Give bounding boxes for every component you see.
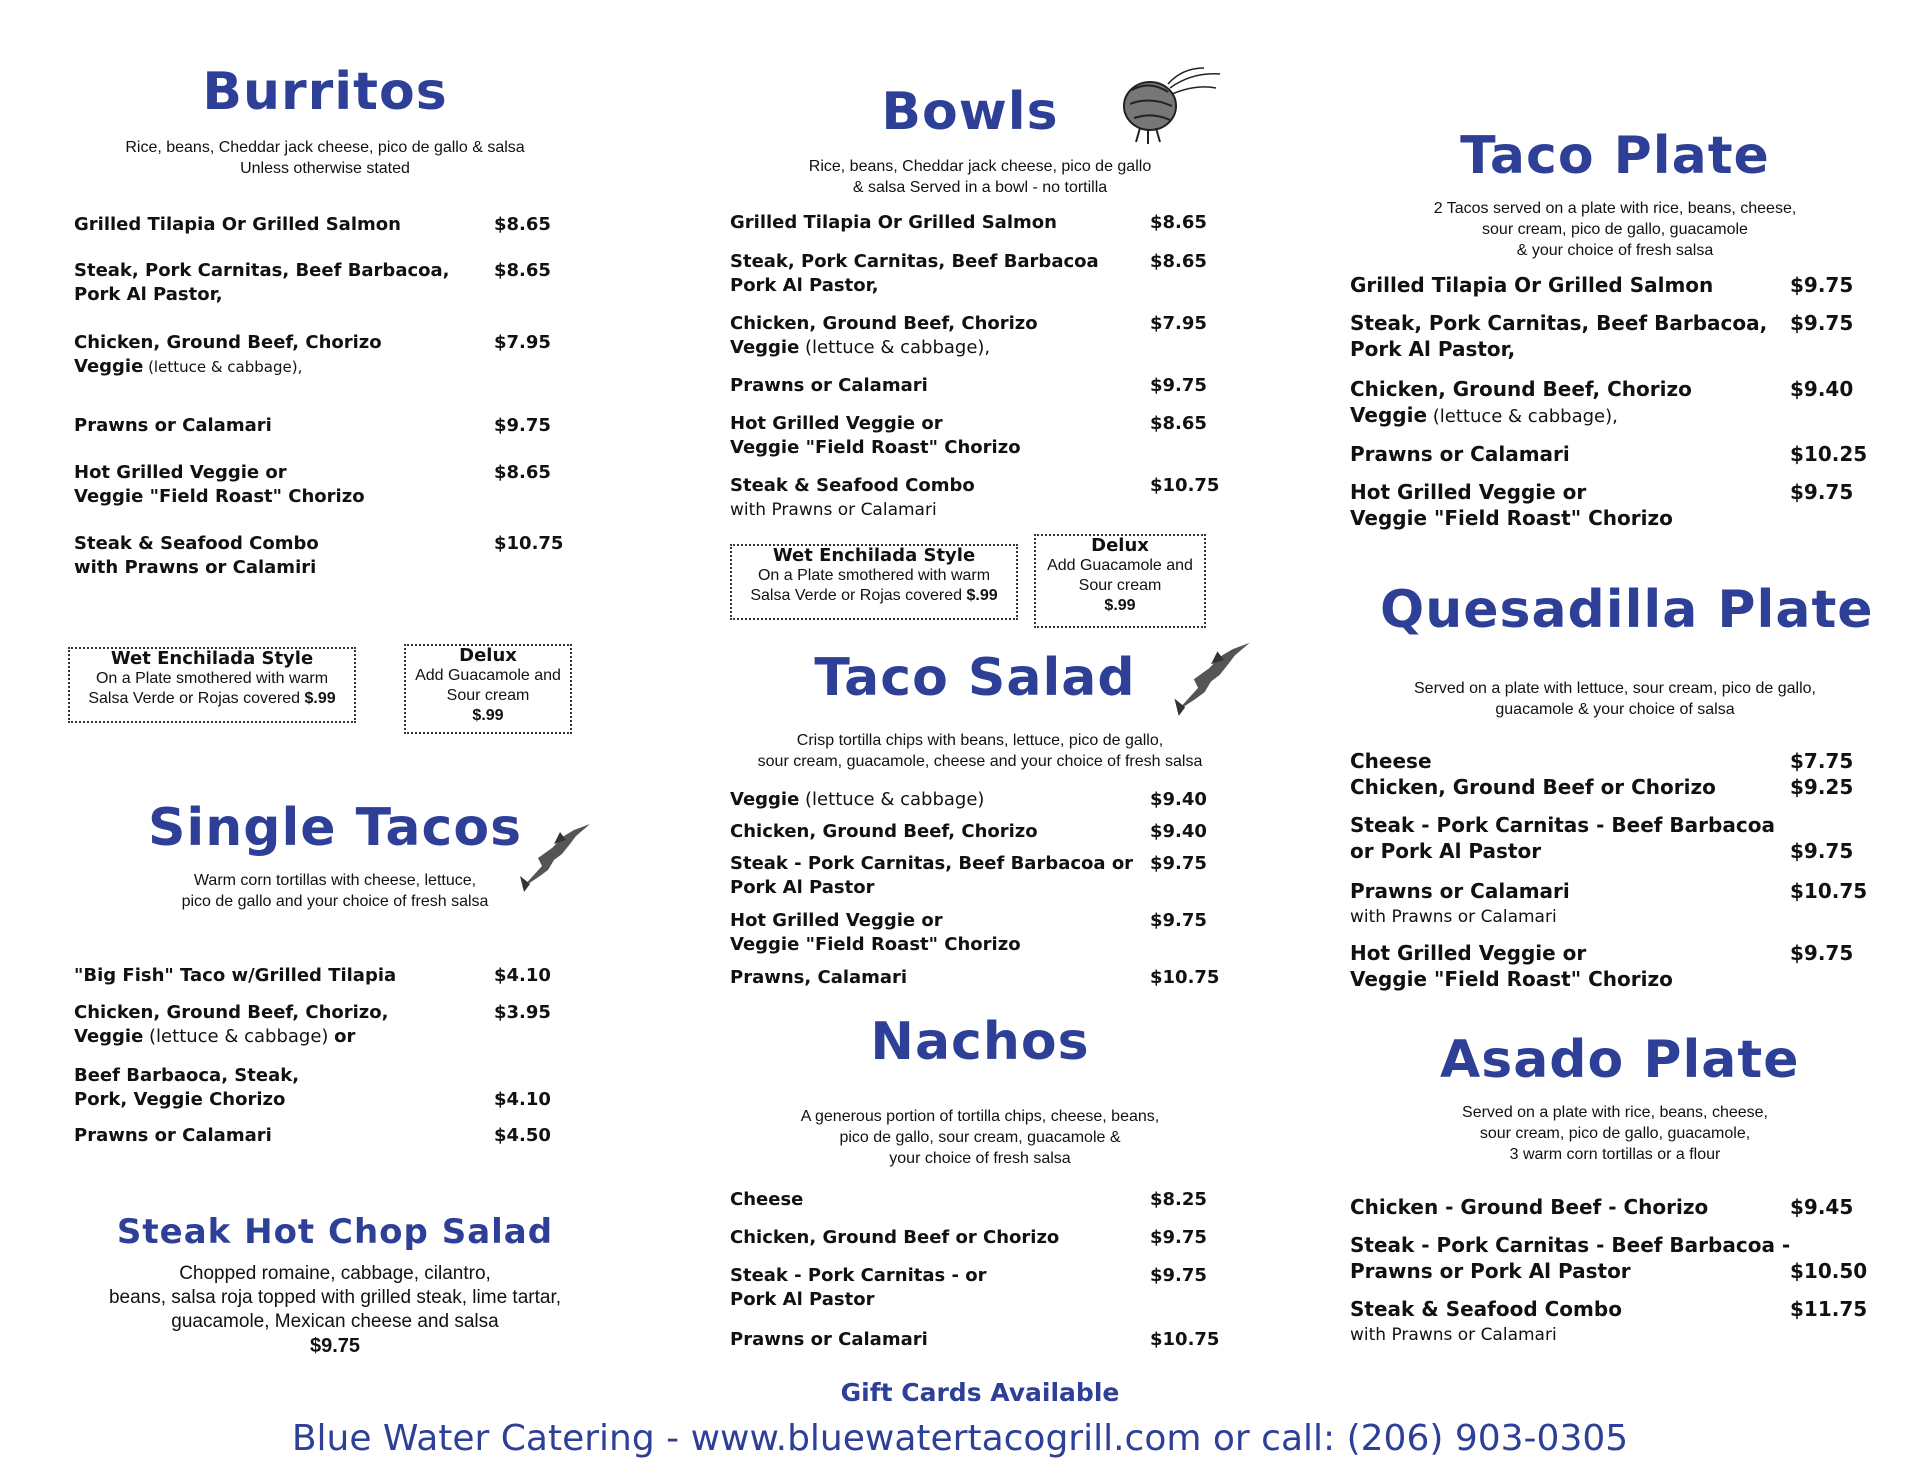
- menu-item: Steak, Pork Carnitas, Beef Barbacoa, Pork Al Pastor, $9.75: [1350, 311, 1854, 361]
- menu-item: Steak - Pork Carnitas - Beef Barbacoa or Pork Al Pastor $9.75: [1350, 813, 1854, 863]
- menu-item: Steak, Pork Carnitas, Beef Barbacoa, Pork Al Pastor, $8.65: [74, 260, 551, 305]
- menu-item: Prawns or Calamari $10.75: [730, 1329, 1220, 1350]
- marlin-icon: [1168, 632, 1254, 718]
- nachos-desc: A generous portion of tortilla chips, cheese, beans, pico de gallo, sour cream, guacamole & your choice of fresh salsa: [800, 1108, 1160, 1167]
- menu-item: Prawns or Calamari $9.75: [74, 415, 551, 436]
- menu-item: Chicken, Ground Beef, Chorizo Veggie (lettuce & cabbage), $9.40: [1350, 377, 1854, 427]
- menu-item: Cheese $7.75: [1350, 749, 1854, 773]
- shrimp-icon: [1112, 66, 1222, 146]
- delux-box: Delux Add Guacamole and Sour cream $.99: [1034, 534, 1206, 628]
- gift-cards-text: Gift Cards Available: [840, 1378, 1120, 1407]
- menu-item: Grilled Tilapia Or Grilled Salmon $8.65: [74, 214, 551, 235]
- menu-item: Chicken, Ground Beef, Chorizo Veggie (lettuce & cabbage), $7.95: [74, 332, 551, 377]
- contact-line: Blue Water Catering - www.bluewatertacogrill.com or call: (206) 903-0305: [291, 1418, 1629, 1459]
- menu-item: Beef Barbaoca, Steak, Pork, Veggie Chorizo $4.10: [74, 1065, 551, 1110]
- burritos-desc: Rice, beans, Cheddar jack cheese, pico de gallo & salsa Unless otherwise stated: [125, 139, 525, 177]
- menu-item: Steak & Seafood Combo with Prawns or Calamari $10.75: [730, 475, 1220, 520]
- asado-plate-desc: Served on a plate with rice, beans, cheese, sour cream, pico de gallo, guacamole, 3 warm corn tortillas or a flour: [1462, 1104, 1768, 1163]
- menu-item: Prawns or Calamari $9.75: [730, 375, 1207, 396]
- bowls-desc: Rice, beans, Cheddar jack cheese, pico de gallo & salsa Served in a bowl - no tortilla: [808, 158, 1152, 196]
- menu-item: Prawns, Calamari $10.75: [730, 967, 1220, 988]
- menu-item: Steak - Pork Carnitas - Beef Barbacoa - Prawns or Pork Al Pastor $10.50: [1350, 1233, 1868, 1283]
- menu-item: Chicken, Ground Beef, Chorizo $9.40: [730, 821, 1207, 842]
- menu-item: Steak - Pork Carnitas - or Pork Al Pastor $9.75: [730, 1265, 1207, 1310]
- menu-item: Chicken, Ground Beef, Chorizo, Veggie (lettuce & cabbage) or $3.95: [74, 1002, 551, 1047]
- burritos-title: Burritos: [202, 62, 448, 122]
- menu-item: Grilled Tilapia Or Grilled Salmon $9.75: [1350, 273, 1854, 297]
- menu-item: Steak & Seafood Combo with Prawns or Calamari $11.75: [1350, 1297, 1868, 1345]
- quesadilla-plate-desc: Served on a plate with lettuce, sour cream, pico de gallo, guacamole & your choice of salsa: [1414, 680, 1816, 718]
- single-tacos-desc: Warm corn tortillas with cheese, lettuce, pico de gallo and your choice of fresh salsa: [181, 872, 489, 910]
- wet-enchilada-box: Wet Enchilada Style On a Plate smothered with warm Salsa Verde or Rojas covered $.99: [68, 647, 356, 723]
- taco-salad-title: Taco Salad: [814, 648, 1136, 708]
- menu-item: Chicken, Ground Beef or Chorizo $9.75: [730, 1227, 1207, 1248]
- nachos-title: Nachos: [870, 1012, 1090, 1072]
- wet-enchilada-box: Wet Enchilada Style On a Plate smothered with warm Salsa Verde or Rojas covered $.99: [730, 544, 1018, 620]
- taco-salad-desc: Crisp tortilla chips with beans, lettuce, pico de gallo, sour cream, guacamole, cheese and your choice of fresh salsa: [757, 732, 1203, 770]
- menu-item: Hot Grilled Veggie or Veggie "Field Roast" Chorizo $9.75: [1350, 480, 1854, 530]
- chop-salad-title: Steak Hot Chop Salad: [116, 1212, 554, 1252]
- asado-plate-title: Asado Plate: [1440, 1030, 1800, 1090]
- menu-item: Chicken, Ground Beef, Chorizo Veggie (lettuce & cabbage), $7.95: [730, 313, 1207, 358]
- menu-item: Steak & Seafood Combo with Prawns or Calamiri $10.75: [74, 533, 564, 578]
- menu-item: Veggie (lettuce & cabbage) $9.40: [730, 789, 1207, 810]
- menu-item: Prawns or Calamari with Prawns or Calamari $10.75: [1350, 879, 1868, 927]
- taco-plate-title: Taco Plate: [1460, 126, 1770, 186]
- menu-item: Hot Grilled Veggie or Veggie "Field Roast" Chorizo $8.65: [730, 413, 1207, 458]
- menu-item: Cheese $8.25: [730, 1189, 1207, 1210]
- chop-salad-desc: Chopped romaine, cabbage, cilantro, beans, salsa roja topped with grilled steak, lime tartar, guacamole, Mexican cheese and salsa $9.75: [108, 1263, 561, 1357]
- menu-item: Hot Grilled Veggie or Veggie "Field Roast" Chorizo $9.75: [730, 910, 1207, 955]
- menu-item: Prawns or Calamari $4.50: [74, 1125, 551, 1146]
- menu-item: Steak - Pork Carnitas, Beef Barbacoa or Pork Al Pastor $9.75: [730, 853, 1207, 898]
- menu-item: "Big Fish" Taco w/Grilled Tilapia $4.10: [74, 965, 551, 986]
- bowls-title: Bowls: [881, 82, 1059, 142]
- menu-item: Prawns or Calamari $10.25: [1350, 442, 1868, 466]
- taco-plate-desc: 2 Tacos served on a plate with rice, beans, cheese, sour cream, pico de gallo, guacamole & your choice of fresh salsa: [1433, 200, 1797, 259]
- menu-item: Chicken - Ground Beef - Chorizo $9.45: [1350, 1195, 1854, 1219]
- menu-item: Hot Grilled Veggie or Veggie "Field Roast" Chorizo $8.65: [74, 462, 551, 507]
- menu-item: Grilled Tilapia Or Grilled Salmon $8.65: [730, 212, 1207, 233]
- quesadilla-plate-title: Quesadilla Plate: [1380, 580, 1874, 640]
- menu-item: Chicken, Ground Beef or Chorizo $9.25: [1350, 775, 1854, 799]
- delux-box: Delux Add Guacamole and Sour cream $.99: [404, 644, 572, 734]
- menu-item: Steak, Pork Carnitas, Beef Barbacoa Pork Al Pastor, $8.65: [730, 251, 1207, 296]
- single-tacos-title: Single Tacos: [147, 798, 523, 858]
- menu-item: Hot Grilled Veggie or Veggie "Field Roast" Chorizo $9.75: [1350, 941, 1854, 991]
